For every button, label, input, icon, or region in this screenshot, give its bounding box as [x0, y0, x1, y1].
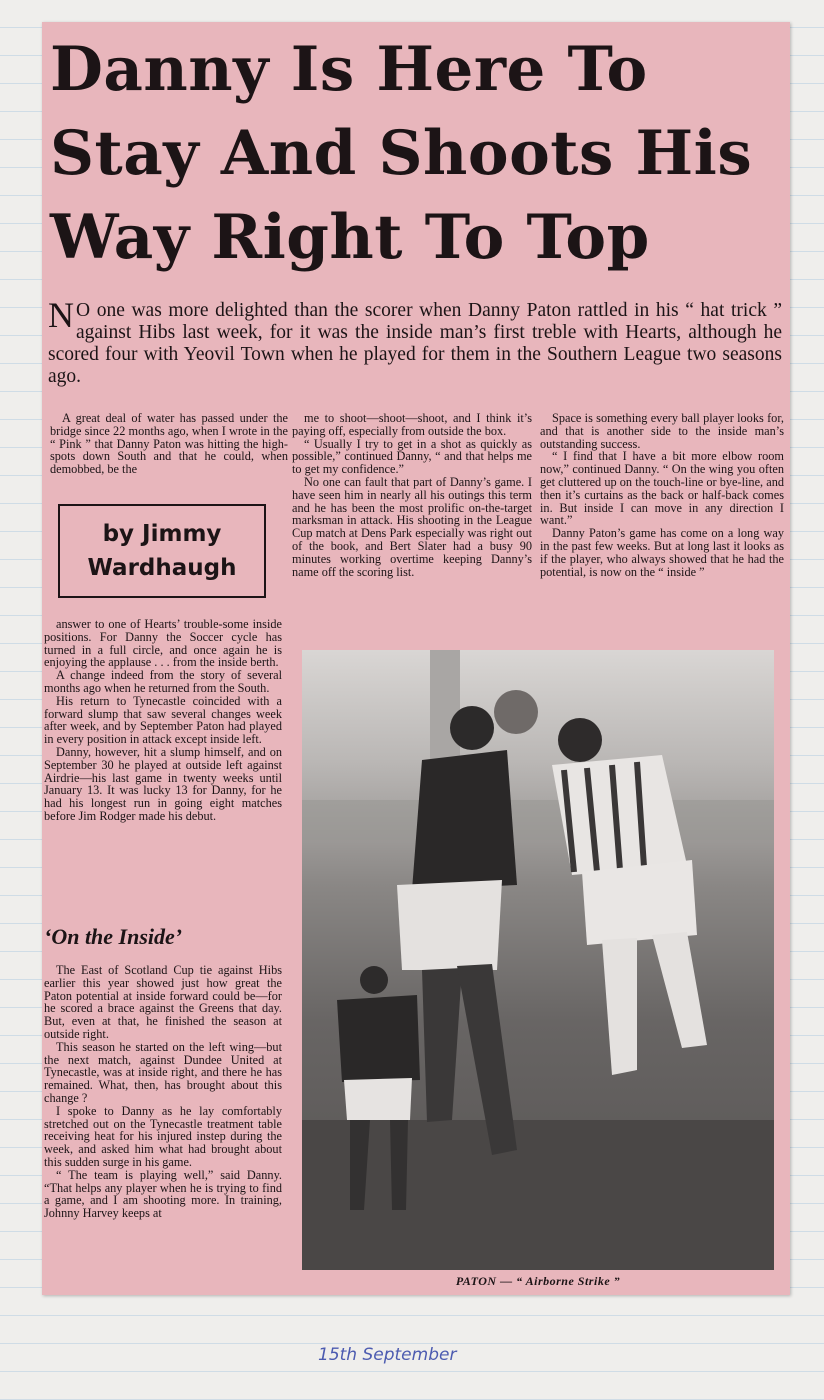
- paragraph: No one can fault that part of Danny’s game. I have seen him in nearly all his outings this term and he has been the most prolific on-the-target marksman in attack. His shooting in the League Cup match at Dens Park especially was right out of the book, and Bert Slater had a busy 90 minutes working overtime keeping Danny’s name off the scoring list.: [292, 474, 532, 579]
- paragraph: Space is something every ball player looks for, and that is another side to the inside man’s outstanding success.: [540, 412, 784, 451]
- standfirst: [48, 295, 782, 388]
- paragraph: “ The team is playing well,” said Danny. “That helps any player when he is trying to find a game, and I am shooting more. In training, Johnny Harvey keeps at: [44, 1167, 282, 1221]
- standfirst-text: O one was more delighted than the scorer when Danny Paton rattled in his “ hat trick ” against Hibs last week, for it was the inside man’s first treble with Hearts, although he scored four with Yeovil Town when he played for them in the Southern League two seasons ago.: [48, 300, 782, 387]
- pitch: [302, 1120, 774, 1270]
- paragraph: The East of Scotland Cup tie against Hibs earlier this year showed just how great the Paton potential at inside forward could be—for he scored a brace against the Greens that day. But, even at that, he finished the season at outside right.: [44, 964, 282, 1041]
- photo-illustration: [302, 650, 774, 1270]
- paragraph: “ I find that I have a bit more elbow room now,” continued Danny. “ On the wing you often get cluttered up on the touch-line or bye-line, and then it’s curtains as the back or half-back comes in. But inside I can move in any direction I want.”: [540, 449, 784, 528]
- paragraph: This season he started on the left wing—but the next match, against Dundee United at Tynecastle, was at inside right, and there he has remained. What, then, has brought about this change ?: [44, 1039, 282, 1105]
- byline-line-1: by Jimmy: [102, 521, 222, 547]
- drop-cap: N: [48, 295, 74, 335]
- paragraph: A change indeed from the story of several months ago when he returned from the South.: [44, 668, 282, 695]
- column-2: [292, 412, 532, 644]
- player-striped-shirt: [552, 718, 707, 1075]
- column-1-intro: [50, 412, 288, 496]
- paragraph: answer to one of Hearts’ trouble-some inside positions. For Danny the Soccer cycle has turned in a full circle, and once again he is enjoying the applause . . . from the inside berth.: [44, 618, 282, 670]
- football: [494, 690, 538, 734]
- paragraph: A great deal of water has passed under the bridge since 22 months ago, when I wrote in the “ Pink ” that Danny Paton was hitting the high-spots down South and that he could, when demobbed, be the: [50, 412, 288, 477]
- byline-box: [58, 504, 266, 598]
- stand-roof: [302, 800, 774, 840]
- paragraph: Danny, however, hit a slump himself, and on September 30 he played at outside left against Airdrie—his last game in twenty weeks until January 13. It was lucky 13 for Danny, for he had his longest run in going eight matches before Jim Rodger made his debut.: [44, 744, 282, 823]
- subheading-on-the-inside: ‘On the Inside’: [44, 924, 183, 949]
- paragraph: me to shoot—shoot—shoot, and I think it’s paying off, especially from outside the box.: [292, 412, 532, 438]
- column-3: [540, 412, 784, 644]
- column-1-body: [44, 618, 282, 912]
- headline-line-3: Way Right To Top: [50, 202, 650, 273]
- byline-line-2: Wardhaugh: [87, 555, 237, 581]
- newspaper-clipping: [42, 22, 790, 1295]
- player-dark-shirt: [397, 706, 517, 1155]
- headline: [50, 28, 782, 280]
- headline-line-1: Danny Is Here To: [50, 34, 648, 105]
- column-1-lower: [44, 964, 282, 1294]
- photo-airborne-strike: [302, 650, 774, 1270]
- paragraph: I spoke to Danny as he lay comfortably stretched out on the Tynecastle treatment table receiving heat for his injured instep during the week, and asked him what had brought about this sudden surge in his game.: [44, 1103, 282, 1169]
- photo-caption: PATON — “ Airborne Strike ”: [455, 1274, 621, 1288]
- handwritten-date-note: 15th September: [318, 1345, 457, 1365]
- paragraph: Danny Paton’s game has come on a long way in the past few weeks. But at long last it looks as if the player, who always showed that he had the potential, is now on the “ inside ”: [540, 526, 784, 579]
- headline-line-2: Stay And Shoots His: [50, 118, 753, 189]
- paragraph: “ Usually I try to get in a shot as quickly as possible,” continued Danny, “ and that helps me to get my confidence.”: [292, 436, 532, 477]
- paragraph: His return to Tynecastle coincided with a forward slump that saw several changes week after week, and by September Paton had played in every position in attack except inside left.: [44, 693, 282, 747]
